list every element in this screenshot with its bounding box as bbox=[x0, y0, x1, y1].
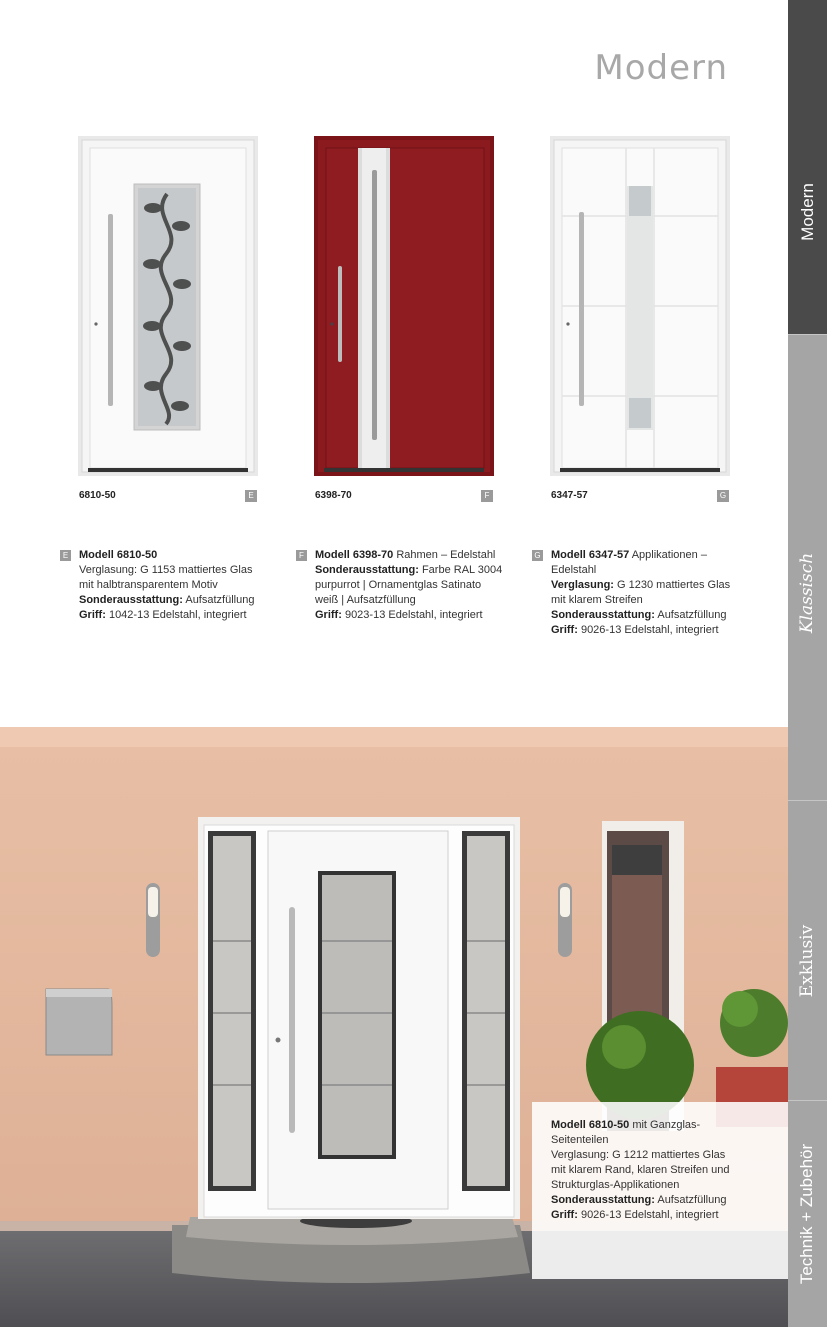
description-line: 1042-13 Edelstahl, integriert bbox=[105, 609, 247, 621]
door-illustration bbox=[78, 136, 258, 476]
description-model-rest: Applikationen – bbox=[629, 549, 707, 561]
side-tab-klassisch[interactable] bbox=[788, 334, 827, 800]
caption-line: Aufsatzfüllung bbox=[654, 1194, 727, 1206]
description-line: 9026-13 Edelstahl, integriert bbox=[577, 624, 719, 636]
description-line: Verglasung: G 1153 mattiertes Glas bbox=[79, 564, 253, 576]
door-illustration bbox=[314, 136, 494, 476]
description-line: Aufsatzfüllung bbox=[654, 609, 727, 621]
door-badge: F bbox=[481, 490, 493, 502]
description-line: 9023-13 Edelstahl, integriert bbox=[341, 609, 483, 621]
door-badge: E bbox=[245, 490, 257, 502]
caption-model-rest: mit Ganzglas- bbox=[629, 1119, 701, 1131]
description-badge: F bbox=[296, 550, 307, 561]
side-tab-exklusiv[interactable] bbox=[788, 800, 827, 1100]
side-tab-label: Technik + Zubehör bbox=[797, 1143, 817, 1285]
description-line-label: Sonderausstattung: bbox=[79, 594, 183, 606]
caption-line-label: Sonderausstattung: bbox=[551, 1194, 655, 1206]
door-badge: G bbox=[717, 490, 729, 502]
door-caption: 6347-57 bbox=[551, 490, 588, 501]
door-description-6347-57 bbox=[534, 548, 741, 638]
door-image-6347-57 bbox=[550, 136, 730, 476]
description-line-label: Griff: bbox=[315, 609, 342, 621]
description-badge: E bbox=[60, 550, 71, 561]
photo-caption bbox=[532, 1102, 788, 1279]
caption-line: 9026-13 Edelstahl, integriert bbox=[577, 1209, 719, 1221]
side-navigation bbox=[788, 0, 827, 1327]
description-line: mit klarem Streifen bbox=[551, 594, 643, 606]
side-tab-label: Modern bbox=[797, 183, 817, 241]
door-description-6810-50 bbox=[62, 548, 269, 623]
door-caption: 6398-70 bbox=[315, 490, 352, 501]
caption-line: Seitenteilen bbox=[551, 1134, 609, 1146]
description-model-rest: Rahmen – Edelstahl bbox=[393, 549, 496, 561]
description-line-label: Verglasung: bbox=[551, 579, 614, 591]
description-line-label: Sonderausstattung: bbox=[315, 564, 419, 576]
description-line: Edelstahl bbox=[551, 564, 597, 576]
door-illustration bbox=[550, 136, 730, 476]
description-line: Farbe RAL 3004 bbox=[418, 564, 503, 576]
side-tab-label: Exklusiv bbox=[797, 924, 818, 997]
description-line-label: Sonderausstattung: bbox=[551, 609, 655, 621]
side-tab-modern[interactable] bbox=[788, 0, 827, 334]
description-line: Aufsatzfüllung bbox=[182, 594, 255, 606]
description-line: mit halbtransparentem Motiv bbox=[79, 579, 218, 591]
description-line: G 1230 mattiertes Glas bbox=[613, 579, 731, 591]
description-model: Modell 6398-70 bbox=[315, 549, 394, 561]
caption-line: Strukturglas-Applikationen bbox=[551, 1179, 680, 1191]
description-badge: G bbox=[532, 550, 543, 561]
door-caption: 6810-50 bbox=[79, 490, 116, 501]
door-image-6398-70 bbox=[314, 136, 494, 476]
description-model: Modell 6347-57 bbox=[551, 549, 630, 561]
caption-line-label: Griff: bbox=[551, 1209, 578, 1221]
description-line: weiß | Aufsatzfüllung bbox=[315, 594, 416, 606]
description-model: Modell 6810-50 bbox=[79, 549, 158, 561]
description-line-label: Griff: bbox=[79, 609, 106, 621]
door-image-6810-50 bbox=[78, 136, 258, 476]
caption-line: Verglasung: G 1212 mattiertes Glas bbox=[551, 1149, 726, 1161]
description-line-label: Griff: bbox=[551, 624, 578, 636]
caption-line: mit klarem Rand, klaren Streifen und bbox=[551, 1164, 730, 1176]
description-line: purpurrot | Ornamentglas Satinato bbox=[315, 579, 482, 591]
page-title: Modern bbox=[594, 48, 728, 88]
caption-model: Modell 6810-50 bbox=[551, 1119, 630, 1131]
door-description-6398-70 bbox=[299, 548, 505, 623]
side-tab-label: Klassisch bbox=[797, 552, 818, 633]
side-tab-technik[interactable] bbox=[788, 1100, 827, 1327]
